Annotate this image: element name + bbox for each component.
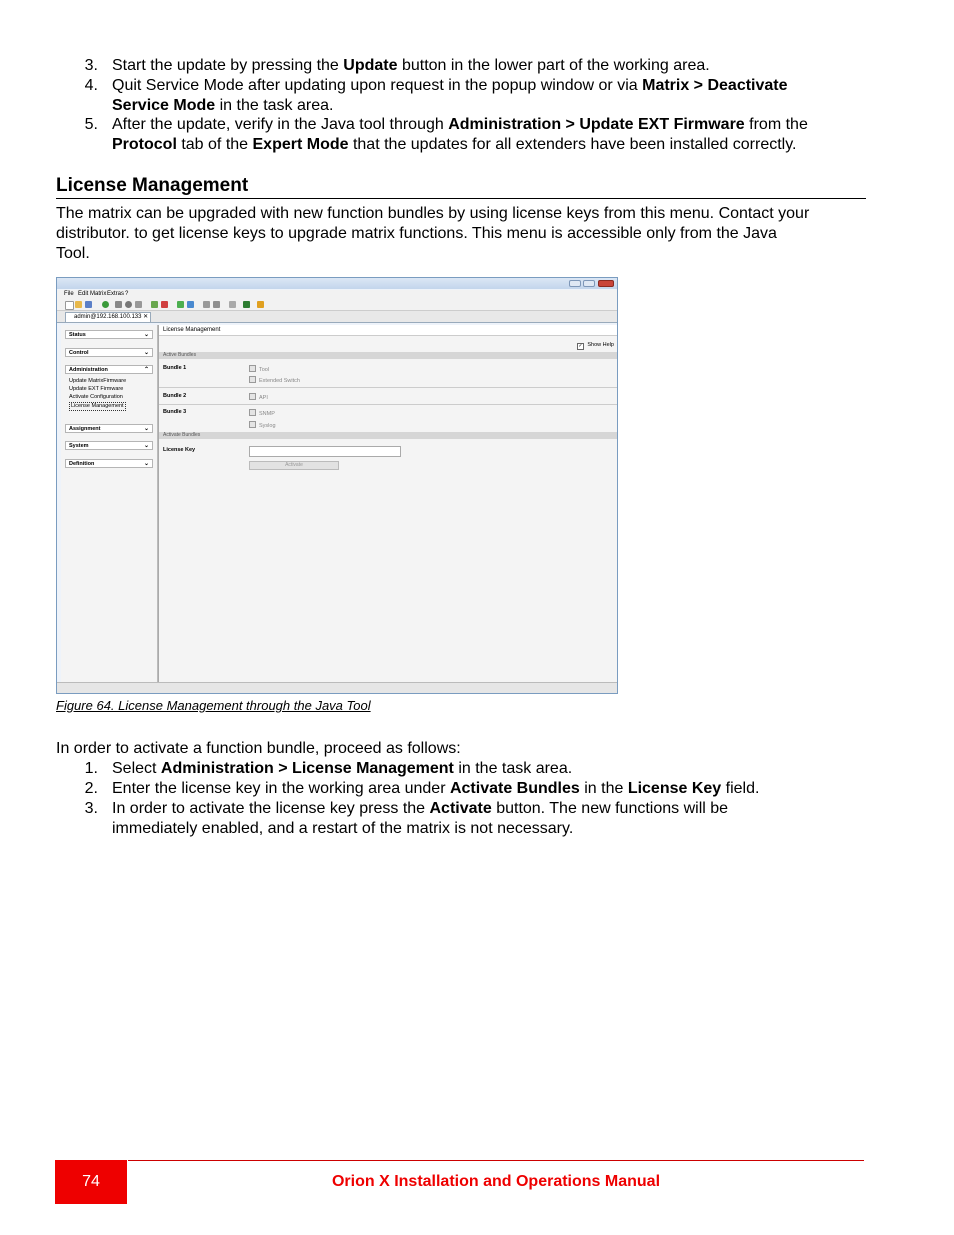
task-sidebar bbox=[61, 325, 158, 683]
chevron-down-icon: ⌄ bbox=[143, 426, 149, 432]
step-number: 2. bbox=[84, 780, 98, 797]
step-text: After the update, verify in the Java tool through Administration > Update EXT Firmware from the bbox=[112, 116, 808, 133]
section-rule bbox=[56, 198, 866, 199]
checkbox-checked-icon: ✓ bbox=[578, 343, 583, 349]
menu-extras[interactable]: Extras bbox=[107, 291, 125, 297]
sidebar-section-assignment[interactable]: Assignment ⌄ bbox=[65, 424, 153, 433]
step-text-cont: Service Mode in the task area. bbox=[112, 97, 334, 114]
menu-bar bbox=[57, 290, 617, 299]
bundle3-label: Bundle 3 bbox=[163, 409, 187, 415]
sidebar-item-update-ext-firmware[interactable]: Update EXT Firmware bbox=[69, 386, 124, 392]
disconnect-icon[interactable] bbox=[161, 301, 168, 308]
sidebar-section-system[interactable]: System ⌄ bbox=[65, 441, 153, 450]
sidebar-item-license-management[interactable]: License Management bbox=[71, 403, 124, 409]
figure-caption: Figure 64. License Management through the Java Tool bbox=[56, 698, 371, 713]
chevron-down-icon: ⌄ bbox=[143, 443, 149, 449]
step-text: Quit Service Mode after updating upon request in the popup window or via Matrix > Deactivate bbox=[112, 77, 788, 94]
step-number: 4. bbox=[84, 77, 98, 94]
copy-icon[interactable] bbox=[125, 301, 132, 308]
list-icon[interactable] bbox=[213, 301, 220, 308]
monitor-icon[interactable] bbox=[243, 301, 250, 308]
active-bundles-header: Active Bundles bbox=[159, 352, 618, 359]
step-text-cont: Protocol tab of the Expert Mode that the updates for all extenders have been installed correctly. bbox=[112, 136, 797, 153]
lock-icon[interactable] bbox=[257, 301, 264, 308]
bundle3-option: Syslog bbox=[249, 421, 276, 430]
activate-bundles-header: Activate Bundles bbox=[159, 432, 618, 439]
bundle3-option: SNMP bbox=[249, 409, 275, 418]
connect-icon[interactable] bbox=[151, 301, 158, 308]
show-help-checkbox[interactable]: ✓ Show Help bbox=[578, 342, 614, 349]
intro-line: The matrix can be upgraded with new function bundles by using license keys from this menu. Contact your bbox=[56, 205, 810, 222]
bundle1-option: Extended Switch bbox=[249, 376, 300, 385]
step-text: Select Administration > License Management in the task area. bbox=[112, 760, 573, 777]
refresh-icon[interactable] bbox=[102, 301, 109, 308]
toolbar bbox=[57, 299, 617, 311]
license-key-input[interactable] bbox=[249, 446, 401, 457]
sidebar-section-definition[interactable]: Definition ⌄ bbox=[65, 459, 153, 468]
menu-matrix[interactable]: Matrix bbox=[90, 291, 107, 297]
tab-row bbox=[57, 311, 617, 323]
step-text: In order to activate the license key press the Activate button. The new functions will be bbox=[112, 800, 729, 817]
chevron-down-icon: ⌄ bbox=[143, 350, 149, 356]
download-icon[interactable] bbox=[187, 301, 194, 308]
menu-file[interactable]: File bbox=[64, 291, 74, 297]
tab-connection[interactable]: admin@192.168.100.133 ✕ bbox=[65, 312, 151, 322]
working-area bbox=[158, 325, 618, 683]
activation-intro: In order to activate a function bundle, proceed as follows: bbox=[56, 740, 461, 757]
sidebar-section-status[interactable]: Status ⌄ bbox=[65, 330, 153, 339]
bundle2-label: Bundle 2 bbox=[163, 393, 187, 399]
paste-icon[interactable] bbox=[135, 301, 142, 308]
settings-icon[interactable] bbox=[229, 301, 236, 308]
menu-edit[interactable]: Edit bbox=[78, 291, 89, 297]
step-text: Start the update by pressing the Update button in the lower part of the working area. bbox=[112, 57, 710, 74]
window-titlebar bbox=[57, 278, 617, 289]
intro-line: Tool. bbox=[56, 245, 90, 262]
footer-rule bbox=[128, 1160, 864, 1161]
section-title: License Management bbox=[56, 175, 249, 196]
close-icon[interactable] bbox=[598, 280, 614, 287]
footer-title: Orion X Installation and Operations Manual bbox=[331, 1173, 661, 1190]
save-icon[interactable] bbox=[85, 301, 92, 308]
document-icon[interactable] bbox=[203, 301, 210, 308]
bundle1-label: Bundle 1 bbox=[163, 365, 187, 371]
open-icon[interactable] bbox=[75, 301, 82, 308]
status-bar bbox=[57, 682, 617, 693]
upload-icon[interactable] bbox=[177, 301, 184, 308]
minimize-icon[interactable] bbox=[569, 280, 581, 287]
panel-title: License Management bbox=[159, 325, 618, 336]
java-tool-screenshot bbox=[56, 277, 618, 694]
chevron-down-icon: ⌄ bbox=[143, 332, 149, 338]
sidebar-item-activate-configuration[interactable]: Activate Configuration bbox=[69, 394, 123, 400]
step-number: 5. bbox=[84, 116, 98, 133]
license-key-label: License Key bbox=[163, 447, 196, 453]
page-number: 74 bbox=[55, 1160, 127, 1204]
bundle2-option: API bbox=[249, 393, 268, 402]
sidebar-section-control[interactable]: Control ⌄ bbox=[65, 348, 153, 357]
sidebar-item-update-matrix-firmware[interactable]: Update MatrixFirmware bbox=[69, 378, 127, 384]
bundle1-option: Tool bbox=[249, 365, 269, 374]
step-number: 1. bbox=[84, 760, 98, 777]
new-icon[interactable] bbox=[65, 301, 74, 310]
step-number: 3. bbox=[84, 57, 98, 74]
sidebar-section-administration[interactable]: Administration ⌃ bbox=[65, 365, 153, 374]
step-text: Enter the license key in the working area under Activate Bundles in the License Key field. bbox=[112, 780, 760, 797]
activate-button[interactable]: Activate bbox=[249, 461, 339, 470]
intro-line: distributor. to get license keys to upgrade matrix functions. This menu is accessible only from the Java bbox=[56, 225, 777, 242]
maximize-icon[interactable] bbox=[583, 280, 595, 287]
step-number: 3. bbox=[84, 800, 98, 817]
chevron-up-icon: ⌃ bbox=[143, 367, 149, 373]
menu-help[interactable]: ? bbox=[125, 291, 129, 297]
chevron-down-icon: ⌄ bbox=[143, 461, 149, 467]
cut-icon[interactable] bbox=[115, 301, 122, 308]
step-text-cont: immediately enabled, and a restart of the matrix is not necessary. bbox=[112, 820, 574, 837]
